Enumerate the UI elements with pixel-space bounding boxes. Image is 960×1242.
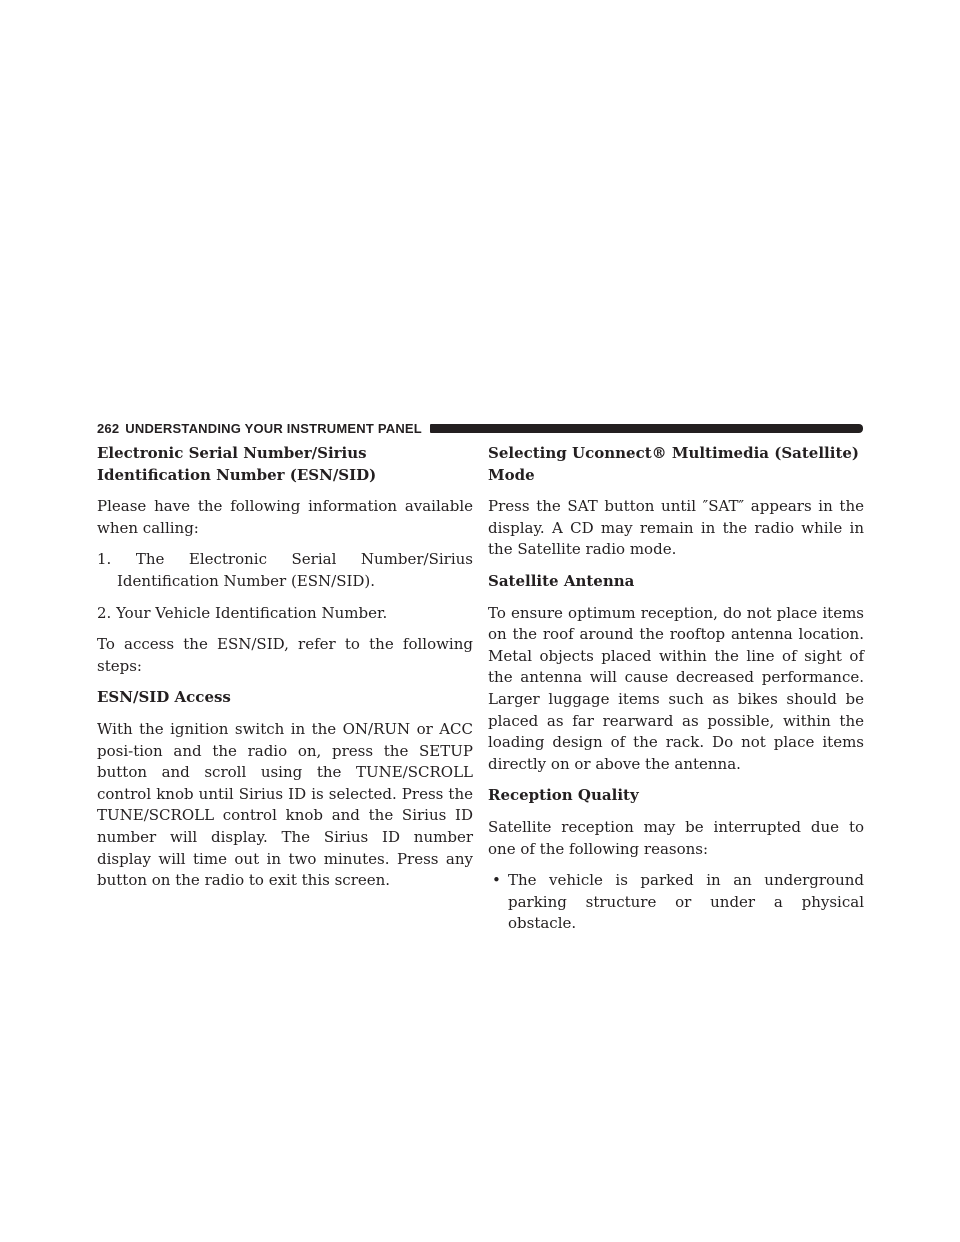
list-item [488, 870, 864, 935]
right-column [488, 443, 864, 945]
section-title: UNDERSTANDING YOUR INSTRUMENT PANEL [125, 420, 422, 436]
left-column [97, 443, 473, 902]
list-item: 1. The Electronic Serial Number/Sirius Identification Number (ESN/SID). [97, 550, 473, 590]
access-instructions-paragraph: With the ignition switch in the ON/RUN or ACC posi-tion and the radio on, press the SETUP button and scroll using the TUNE/SCROLL control knob until Sirius ID is selected. Press the TUNE/SCROLL control knob and the Sirius ID number will display. The Sirius ID number display will time out in two minutes. Press any button on the radio to exit this screen. [97, 719, 473, 890]
satellite-antenna-paragraph: To ensure optimum reception, do not place items on the roof around the rooftop antenna location. Metal objects placed within the line of sight of the antenna will cause decreased performance. Larger luggage items such as bikes should be placed as far rearward as possible, within the loading design of the rack. Do not place items directly on or above the antenna. [488, 603, 864, 773]
esn-sid-access-heading: ESN/SID Access [97, 688, 231, 707]
esn-sid-heading: Electronic Serial Number/Sirius Identification Number (ESN/SID) [97, 444, 377, 484]
header-rule [430, 424, 863, 433]
access-steps-paragraph: To access the ESN/SID, refer to the following steps: [97, 635, 473, 675]
satellite-mode-paragraph: Press the SAT button until ″SAT″ appears in the display. A CD may remain in the radio while in the Satellite radio mode. [488, 497, 864, 559]
bullet-icon: • [492, 871, 501, 890]
list-item: 2. Your Vehicle Identification Number. [97, 603, 388, 622]
page-number: 262 [97, 420, 120, 436]
satellite-mode-heading: Selecting Uconnect® Multimedia (Satellite) Mode [488, 444, 860, 484]
bullet-text: The vehicle is parked in an underground parking structure or under a physical obstacle. [508, 871, 864, 933]
page-header [97, 420, 863, 436]
reception-quality-heading: Reception Quality [488, 786, 639, 805]
satellite-antenna-heading: Satellite Antenna [488, 571, 635, 590]
info-intro-paragraph: Please have the following information available when calling: [97, 497, 473, 537]
reception-quality-paragraph: Satellite reception may be interrupted due to one of the following reasons: [488, 817, 864, 858]
